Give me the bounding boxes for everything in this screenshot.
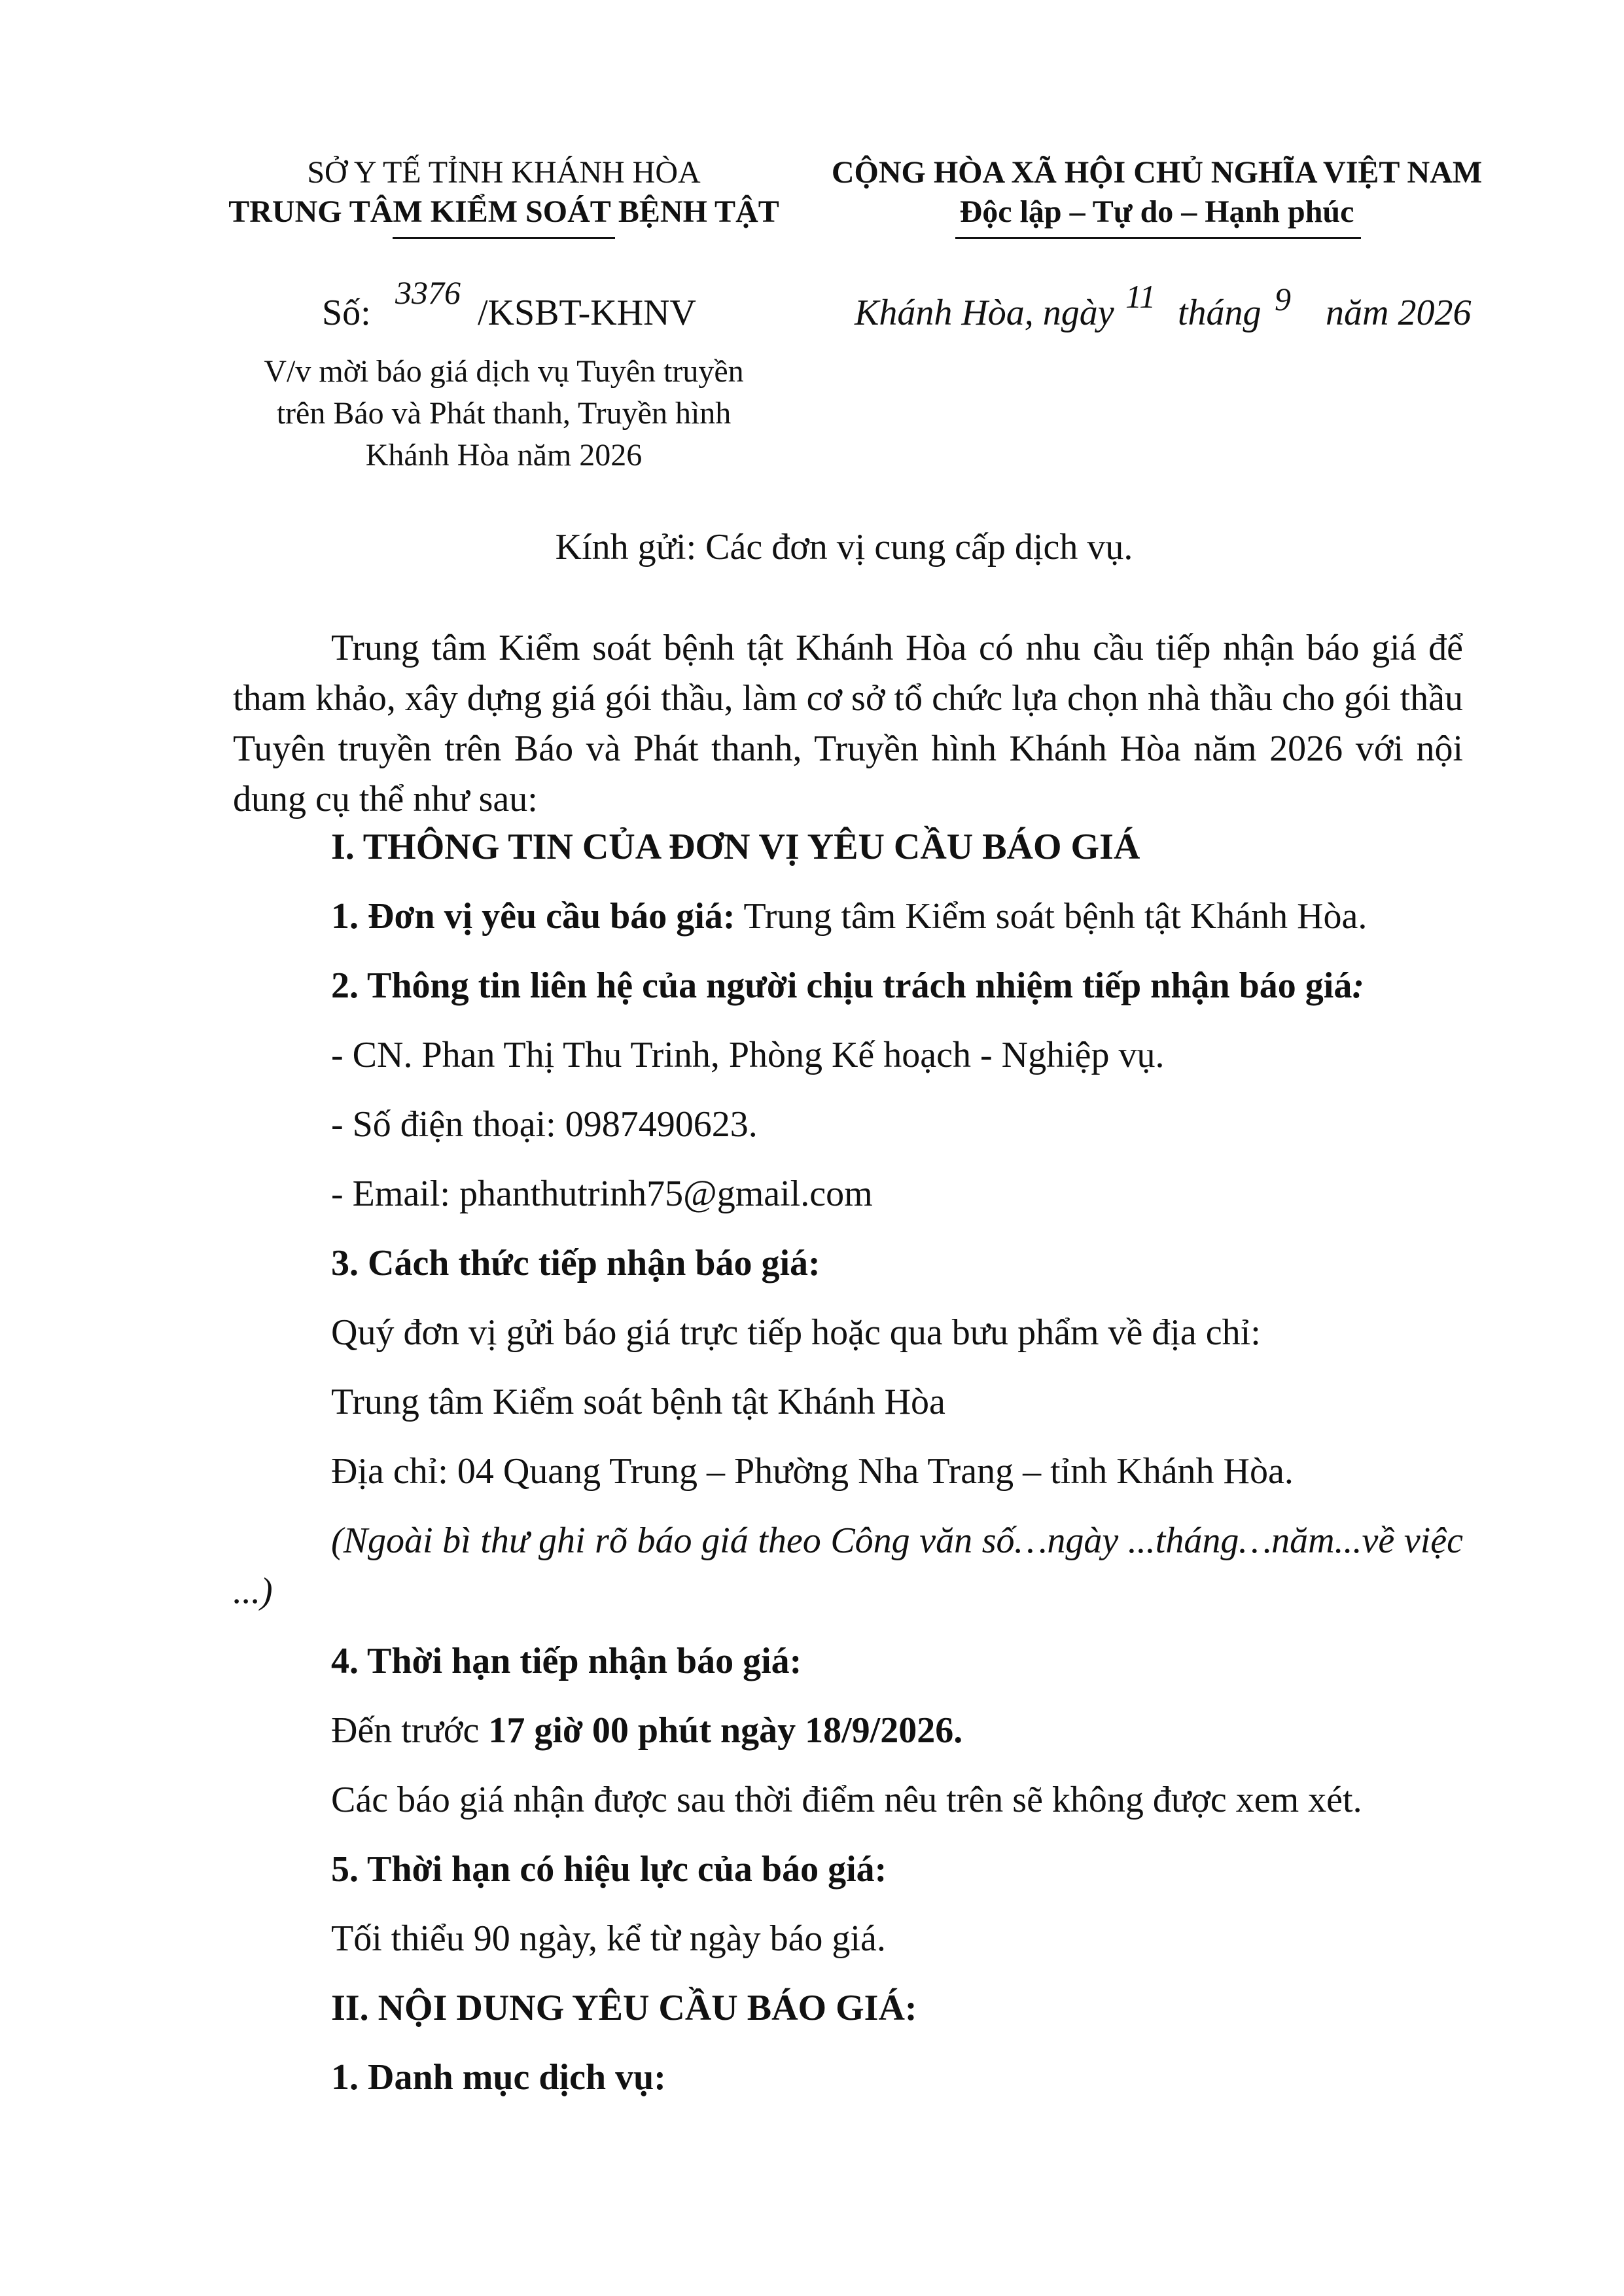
item-1	[331, 895, 1367, 937]
item-1-label: 1. Đơn vị yêu cầu báo giá:	[331, 896, 735, 937]
section-1-title: I. THÔNG TIN CỦA ĐƠN VỊ YÊU CẦU BÁO GIÁ	[331, 827, 1140, 867]
item-4-line-1	[331, 1710, 962, 1751]
item-1-value: Trung tâm Kiểm soát bệnh tật Khánh Hòa.	[735, 896, 1368, 937]
item-4-label: 4. Thời hạn tiếp nhận báo giá:	[331, 1641, 802, 1681]
contact-email: - Email: phanthutrinh75@gmail.com	[331, 1174, 873, 1214]
item-3-line-3: Địa chỉ: 04 Quang Trung – Phường Nha Trang – tỉnh Khánh Hòa.	[331, 1451, 1294, 1492]
subject-line-3: Khánh Hòa năm 2026	[365, 438, 643, 473]
item-2-label: 2. Thông tin liên hệ của người chịu trách nhiệm tiếp nhận báo giá	[331, 965, 1352, 1006]
date-month: 9	[1275, 281, 1291, 317]
national-title: CỘNG HÒA XÃ HỘI CHỦ NGHĨA VIỆT NAM	[831, 155, 1483, 190]
contact-name: - CN. Phan Thị Thu Trinh, Phòng Kế hoạch - Nghiệp vụ.	[331, 1035, 1165, 1075]
item-2	[331, 965, 1364, 1007]
subject-line-2: trên Báo và Phát thanh, Truyền hình	[276, 396, 732, 431]
item-3-note: (Ngoài bì thư ghi rõ báo giá theo Công văn số…ngày ...tháng…năm...về việc ...)	[233, 1520, 1463, 1611]
contact-phone: - Số điện thoại: 0987490623.	[331, 1104, 758, 1145]
subject-line-1: V/v mời báo giá dịch vụ Tuyên truyền	[264, 354, 744, 389]
date-year: năm 2026	[1326, 293, 1472, 333]
item-4-prefix: Đến trước	[331, 1710, 489, 1751]
date-day: 11	[1125, 278, 1156, 315]
item-3-label: 3. Cách thức tiếp nhận báo giá:	[331, 1243, 821, 1283]
item-5-label: 5. Thời hạn có hiệu lực của báo giá:	[331, 1849, 887, 1890]
motto-underline	[955, 237, 1361, 239]
date-month-label: tháng	[1178, 293, 1262, 333]
section-2-title: II. NỘI DUNG YÊU CẦU BÁO GIÁ:	[331, 1988, 917, 2028]
doc-number-suffix: /KSBT-KHNV	[478, 293, 696, 333]
item-4-line-2: Các báo giá nhận được sau thời điểm nêu trên sẽ không được xem xét.	[331, 1780, 1362, 1820]
item-5-value: Tối thiểu 90 ngày, kể từ ngày báo giá.	[331, 1918, 886, 1959]
agency-parent: SỞ Y TẾ TỈNH KHÁNH HÒA	[307, 155, 701, 190]
item-2-colon: :	[1352, 965, 1364, 1006]
item-4-deadline: 17 giờ 00 phút ngày 18/9/2026.	[488, 1710, 963, 1751]
agency-underline	[393, 237, 615, 239]
doc-number-handwritten: 3376	[395, 274, 461, 311]
item-3-line-1: Quý đơn vị gửi báo giá trực tiếp hoặc qua bưu phẩm về địa chỉ:	[331, 1312, 1261, 1353]
item-3-line-2: Trung tâm Kiểm soát bệnh tật Khánh Hòa	[331, 1382, 945, 1422]
national-motto: Độc lập – Tự do – Hạnh phúc	[959, 194, 1354, 229]
doc-number-prefix: Số:	[322, 293, 371, 333]
recipient: Kính gửi: Các đơn vị cung cấp dịch vụ.	[555, 527, 1133, 567]
section-2-item-1: 1. Danh mục dịch vụ:	[331, 2057, 666, 2098]
date-place: Khánh Hòa, ngày	[855, 293, 1114, 333]
intro-paragraph: Trung tâm Kiểm soát bệnh tật Khánh Hòa có nhu cầu tiếp nhận báo giá để tham khảo, xây dựng giá gói thầu, làm cơ sở tổ chức lựa chọn nhà thầu cho gói thầu Tuyên truyền trên Báo và Phát thanh, Truyền hình Khánh Hòa năm 2026 với nội dung cụ thể như sau:	[233, 628, 1463, 819]
agency-name: TRUNG TÂM KIỂM SOÁT BỆNH TẬT	[228, 194, 779, 229]
